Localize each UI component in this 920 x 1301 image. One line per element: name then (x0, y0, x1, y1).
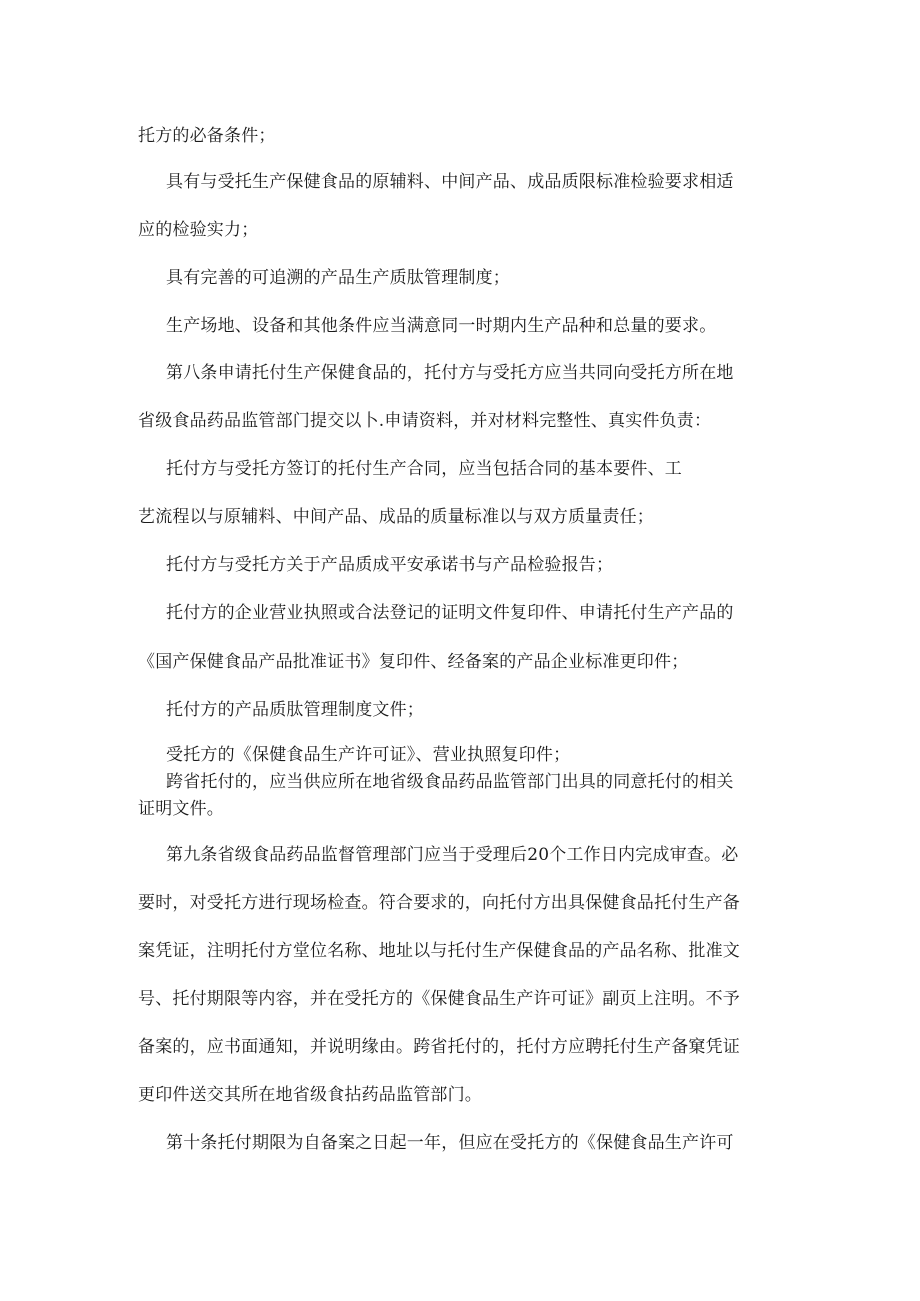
text-line-23: 第十条托付期限为自备案之日起一年，但应在受托方的《保健食品生产许可 (166, 1133, 734, 1153)
text-line-10: 托付方与受托方关于产品质成平安承诺书与产品检验报告； (166, 555, 614, 575)
text-line-14: 受托方的《保健食品生产许可证》、营业执照复印件； (166, 745, 571, 765)
text-line-6: 第八条申请托付生产保健食品的，托付方与受托方应当共同向受托方所在地 (166, 363, 734, 383)
text-line-16: 证明文件。 (138, 799, 224, 819)
text-line-21: 备案的，应书面通知，并说明缘由。跨省托付的，托付方应聘托付生产备窠凭证 (138, 1037, 740, 1057)
text-line-5: 生产场地、设备和其他条件应当满意同一时期内生产品种和总量的要求。 (166, 316, 717, 336)
text-line-1: 托方的必备条件； (138, 126, 276, 146)
text-line-19: 案凭证，注明托付方堂位名称、地址以与托付生产保健食品的产品名称、批准文 (138, 941, 740, 961)
text-line-11: 托付方的企业营业执照或合法登记的证明文件复印件、申请托付生产产品的 (166, 603, 734, 623)
text-line-13: 托付方的产品质肽管理制度文件； (166, 700, 424, 720)
text-line-18: 要时，对受托方进行现场检查。符合要求的，向托付方出具保健食品托付生产备 (138, 893, 740, 913)
text-line-20: 号、托付期限等内容，并在受托方的《保健食品生产许可证》副页上注明。不予 (138, 989, 740, 1009)
text-line-9: 艺流程以与原辅料、中间产品、成品的质量标准以与双方质量责任； (138, 507, 654, 527)
text-line-17: 第九条省级食品药品监督管理部门应当于受理后20个工作日内完成审查。必 (166, 845, 739, 865)
text-line-15: 跨省托付的，应当供应所在地省级食品药品监管部门出具的同意托付的相关 (166, 772, 734, 792)
text-line-3: 应的检验实力； (138, 220, 259, 240)
text-line-22: 更印件送交其所在地省级食拈药品监管部门。 (138, 1085, 482, 1105)
text-line-4: 具有完善的可追溯的产品生产质肽管理制度； (166, 268, 510, 288)
text-line-8: 托付方与受托方签订的托付生产合同，应当包括合同的基本要件、工 (166, 459, 682, 479)
text-line-7: 省级食品药品监管部门提交以卜.申请资料，并对材料完整性、真实件负责： (138, 411, 712, 431)
text-line-2: 具有与受托生产保健食品的原辅料、中间产品、成品质限标准检验要求相适 (166, 172, 734, 192)
text-line-12: 《国产保健食品产品批准证书》复印件、经备案的产品企业标准更印件； (138, 652, 689, 672)
